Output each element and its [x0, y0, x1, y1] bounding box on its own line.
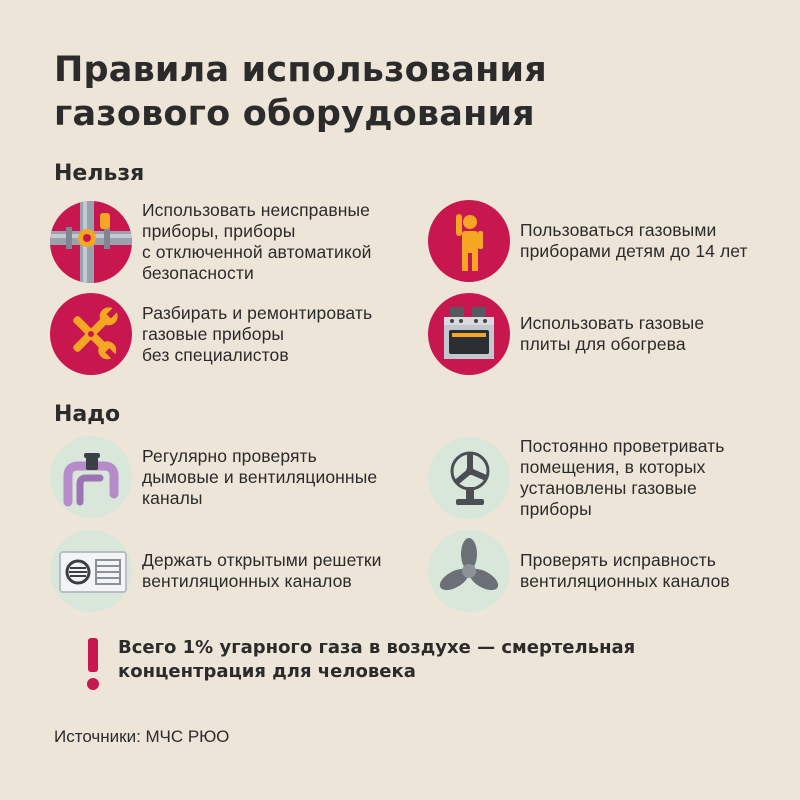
dont-item-children — [428, 200, 748, 282]
do-item-ventilate — [428, 436, 725, 520]
warning-note — [84, 636, 635, 688]
gas-stove-icon — [428, 293, 510, 375]
vent-grille-icon — [50, 530, 132, 612]
propeller-icon — [428, 530, 510, 612]
do-item-label: Регулярно проверять дымовые и вентиляционные каналы — [142, 445, 378, 508]
do-item-label: Проверять исправность вентиляционных каналов — [520, 550, 730, 591]
dont-item-label: Разбирать и ремонтировать газовые приборы без специалистов — [142, 302, 373, 365]
dont-item-stove-heating — [428, 293, 704, 375]
pipes-icon — [50, 436, 132, 518]
do-item-check-ventilation — [428, 530, 730, 612]
pipe-valve-icon — [50, 201, 132, 283]
dont-item-label: Использовать газовые плиты для обогрева — [520, 313, 705, 354]
exclamation-icon — [84, 636, 104, 688]
page-title: Правила использования газового оборудования — [54, 50, 547, 134]
warning-text: Всего 1% угарного газа в воздухе — смертельная концентрация для человека — [118, 637, 636, 682]
fan-icon — [428, 437, 510, 519]
child-icon — [428, 200, 510, 282]
do-item-label: Постоянно проветривать помещения, в которых установлены газовые приборы — [520, 436, 725, 519]
source-note: Источники: МЧС РЮО — [54, 727, 230, 746]
do-item-check-ducts — [50, 436, 377, 518]
do-item-label: Держать открытыми решетки вентиляционных каналов — [142, 550, 382, 591]
dont-item-label: Использовать неисправные приборы, приборы с отключенной автоматикой безопасности — [142, 200, 372, 283]
tools-icon — [50, 293, 132, 375]
dont-item-repair — [50, 293, 372, 375]
section-heading-dont: Нельзя — [54, 161, 145, 186]
dont-item-faulty-devices — [50, 200, 372, 284]
dont-item-label: Пользоваться газовыми приборами детям до 14 лет — [520, 220, 748, 261]
do-item-grilles — [50, 530, 382, 612]
section-heading-do: Надо — [54, 402, 121, 427]
